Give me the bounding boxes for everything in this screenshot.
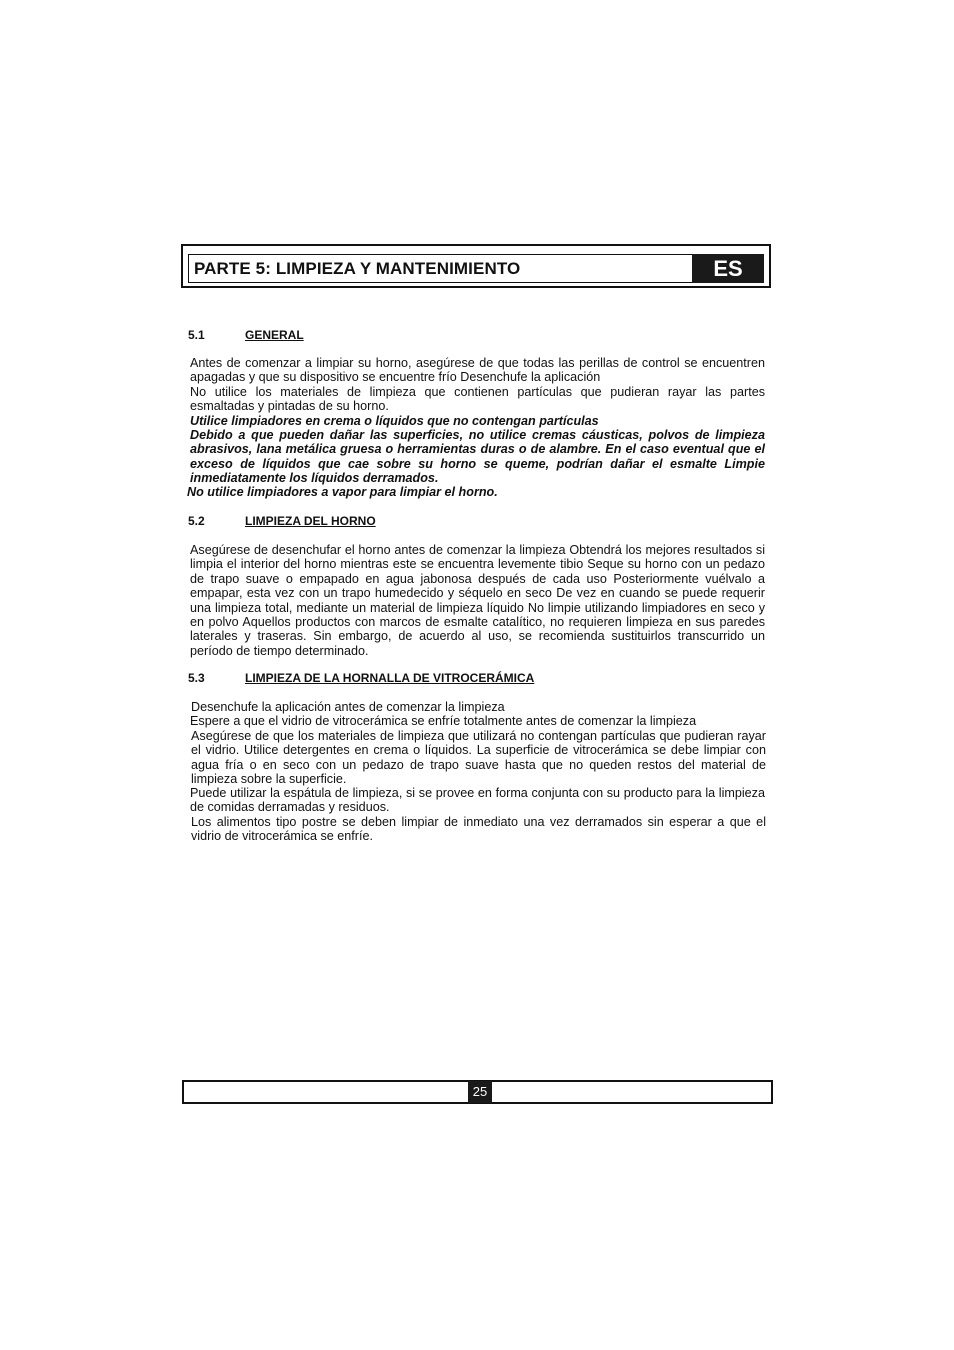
hob-paragraph-4: Puede utilizar la espátula de limpieza, si se provee en forma conjunta con su producto para la limpieza de comidas derramadas y residuos. — [190, 786, 765, 815]
section-number: 5.3 — [188, 671, 205, 685]
hob-paragraph-1: Desenchufe la aplicación antes de comenzar la limpieza — [191, 700, 505, 714]
oven-cleaning-paragraph: Asegúrese de desenchufar el horno antes de comenzar la limpieza Obtendrá los mejores resultados si limpia el interior del horno mientras este se encuentra levemente tibio Seque su horno con un pedazo de trapo suave o empapado en agua jabonosa después de cada uso Posteriormente vuélvalo a empapar, esta vez con un trapo humedecido y séquelo en seco De vez en cuando se puede requerir una limpieza total, mediante un material de limpieza líquido No limpie utilizando limpiadores en seco y en polvo Aquellos productos con marcos de esmalte catalítico, no requieren limpieza en sus paredes laterales y traseras. Sin embargo, de acuerdo al uso, se recomienda sustituirlos transcurrido un período de tiempo determinado. — [190, 543, 765, 658]
general-warning-paragraph: Debido a que pueden dañar las superficies, no utilice cremas cáusticas, polvos de limpieza abrasivos, lana metálica gruesa o herramientas duras o de alambre. En el caso eventual que el exceso de líquidos que cae sobre su horno se queme, podrían dañar el esmalte Limpie inmediatamente los líquidos derramados. — [190, 428, 765, 486]
general-paragraph-3: Utilice limpiadores en crema o líquidos que no contengan partículas — [190, 414, 599, 428]
hob-paragraph-2: Espere a que el vidrio de vitrocerámica se enfríe totalmente antes de comenzar la limpieza — [190, 714, 697, 728]
language-badge: ES — [692, 254, 764, 283]
page-title: PARTE 5: LIMPIEZA Y MANTENIMIENTO — [194, 259, 521, 278]
general-paragraph-2: No utilice los materiales de limpieza que contienen partículas que pudieran rayar las partes esmaltadas y pintadas de su horno. — [190, 385, 765, 414]
general-paragraph-1: Antes de comenzar a limpiar su horno, asegúrese de que todas las perillas de control se encuentren apagadas y que su dispositivo se encuentre frío Desenchufe la aplicación — [190, 356, 765, 385]
section-header-inner — [188, 254, 764, 283]
section-title: GENERAL — [245, 328, 304, 342]
page-footer — [182, 1080, 773, 1104]
section-number: 5.1 — [188, 328, 205, 342]
section-header — [181, 244, 771, 288]
section-title: LIMPIEZA DE LA HORNALLA DE VITROCERÁMICA — [245, 671, 535, 685]
hob-paragraph-5: Los alimentos tipo postre se deben limpiar de inmediato una vez derramados sin esperar a que el vidrio de vitrocerámica se enfríe. — [191, 815, 766, 844]
section-title: LIMPIEZA DEL HORNO — [245, 514, 376, 528]
hob-paragraph-3: Asegúrese de que los materiales de limpieza que utilizará no contengan partículas que pudieran rayar el vidrio. Utilice detergentes en crema o líquidos. La superficie de vitrocerámica se debe limpiar con agua fría o en seco con un pedazo de trapo suave hasta que no queden restos del material de limpieza sobre la superficie. — [191, 729, 766, 787]
general-steam-note: No utilice limpiadores a vapor para limpiar el horno. — [187, 485, 498, 499]
section-number: 5.2 — [188, 514, 205, 528]
page-number: 25 — [468, 1081, 492, 1103]
